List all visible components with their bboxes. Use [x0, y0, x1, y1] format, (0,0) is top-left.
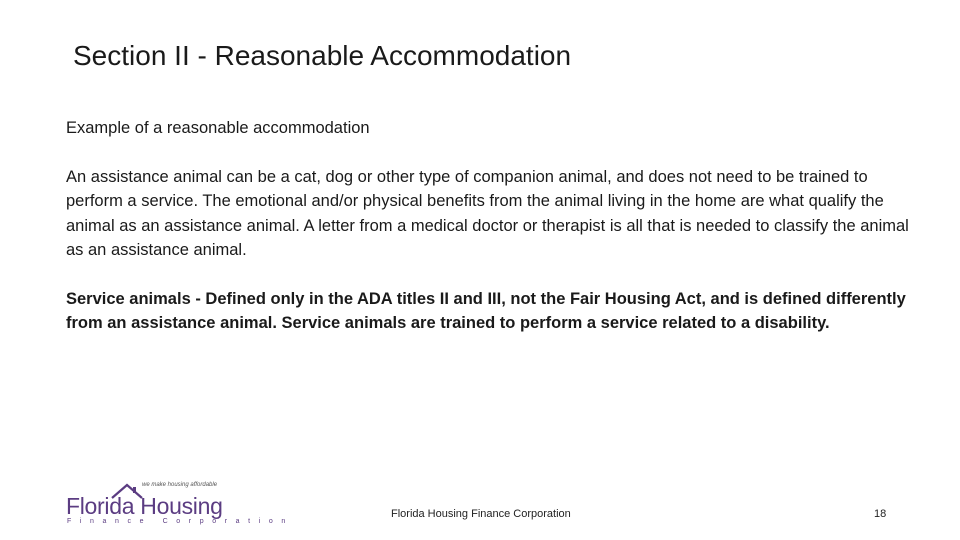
slide-body [66, 116, 918, 336]
logo-subtitle: Finance Corporation [67, 518, 294, 525]
logo-tagline: we make housing affordable [142, 482, 218, 488]
footer-organization: Florida Housing Finance Corporation [391, 508, 571, 520]
slide-title: Section II - Reasonable Accommodation [73, 40, 572, 71]
paragraph-service-animals: Service animals - Defined only in the ADA titles II and III, not the Fair Housing Act, and is defined differently from an assistance animal. Service animals are trained to perform a service related to a disability. [66, 289, 906, 332]
florida-housing-logo [66, 482, 294, 528]
paragraph-intro: Example of a reasonable accommodation [66, 119, 370, 137]
paragraph-assistance-animal: An assistance animal can be a cat, dog or other type of companion animal, and does not need to be trained to perform a service. The emotional and/or physical benefits from the animal living in the home are what qualify the animal as an assistance animal. A letter from a medical doctor or therapist is all that is needed to classify the animal as an assistance animal. [66, 167, 909, 259]
page-number: 18 [874, 508, 887, 520]
logo-name: Florida Housing [66, 493, 223, 519]
